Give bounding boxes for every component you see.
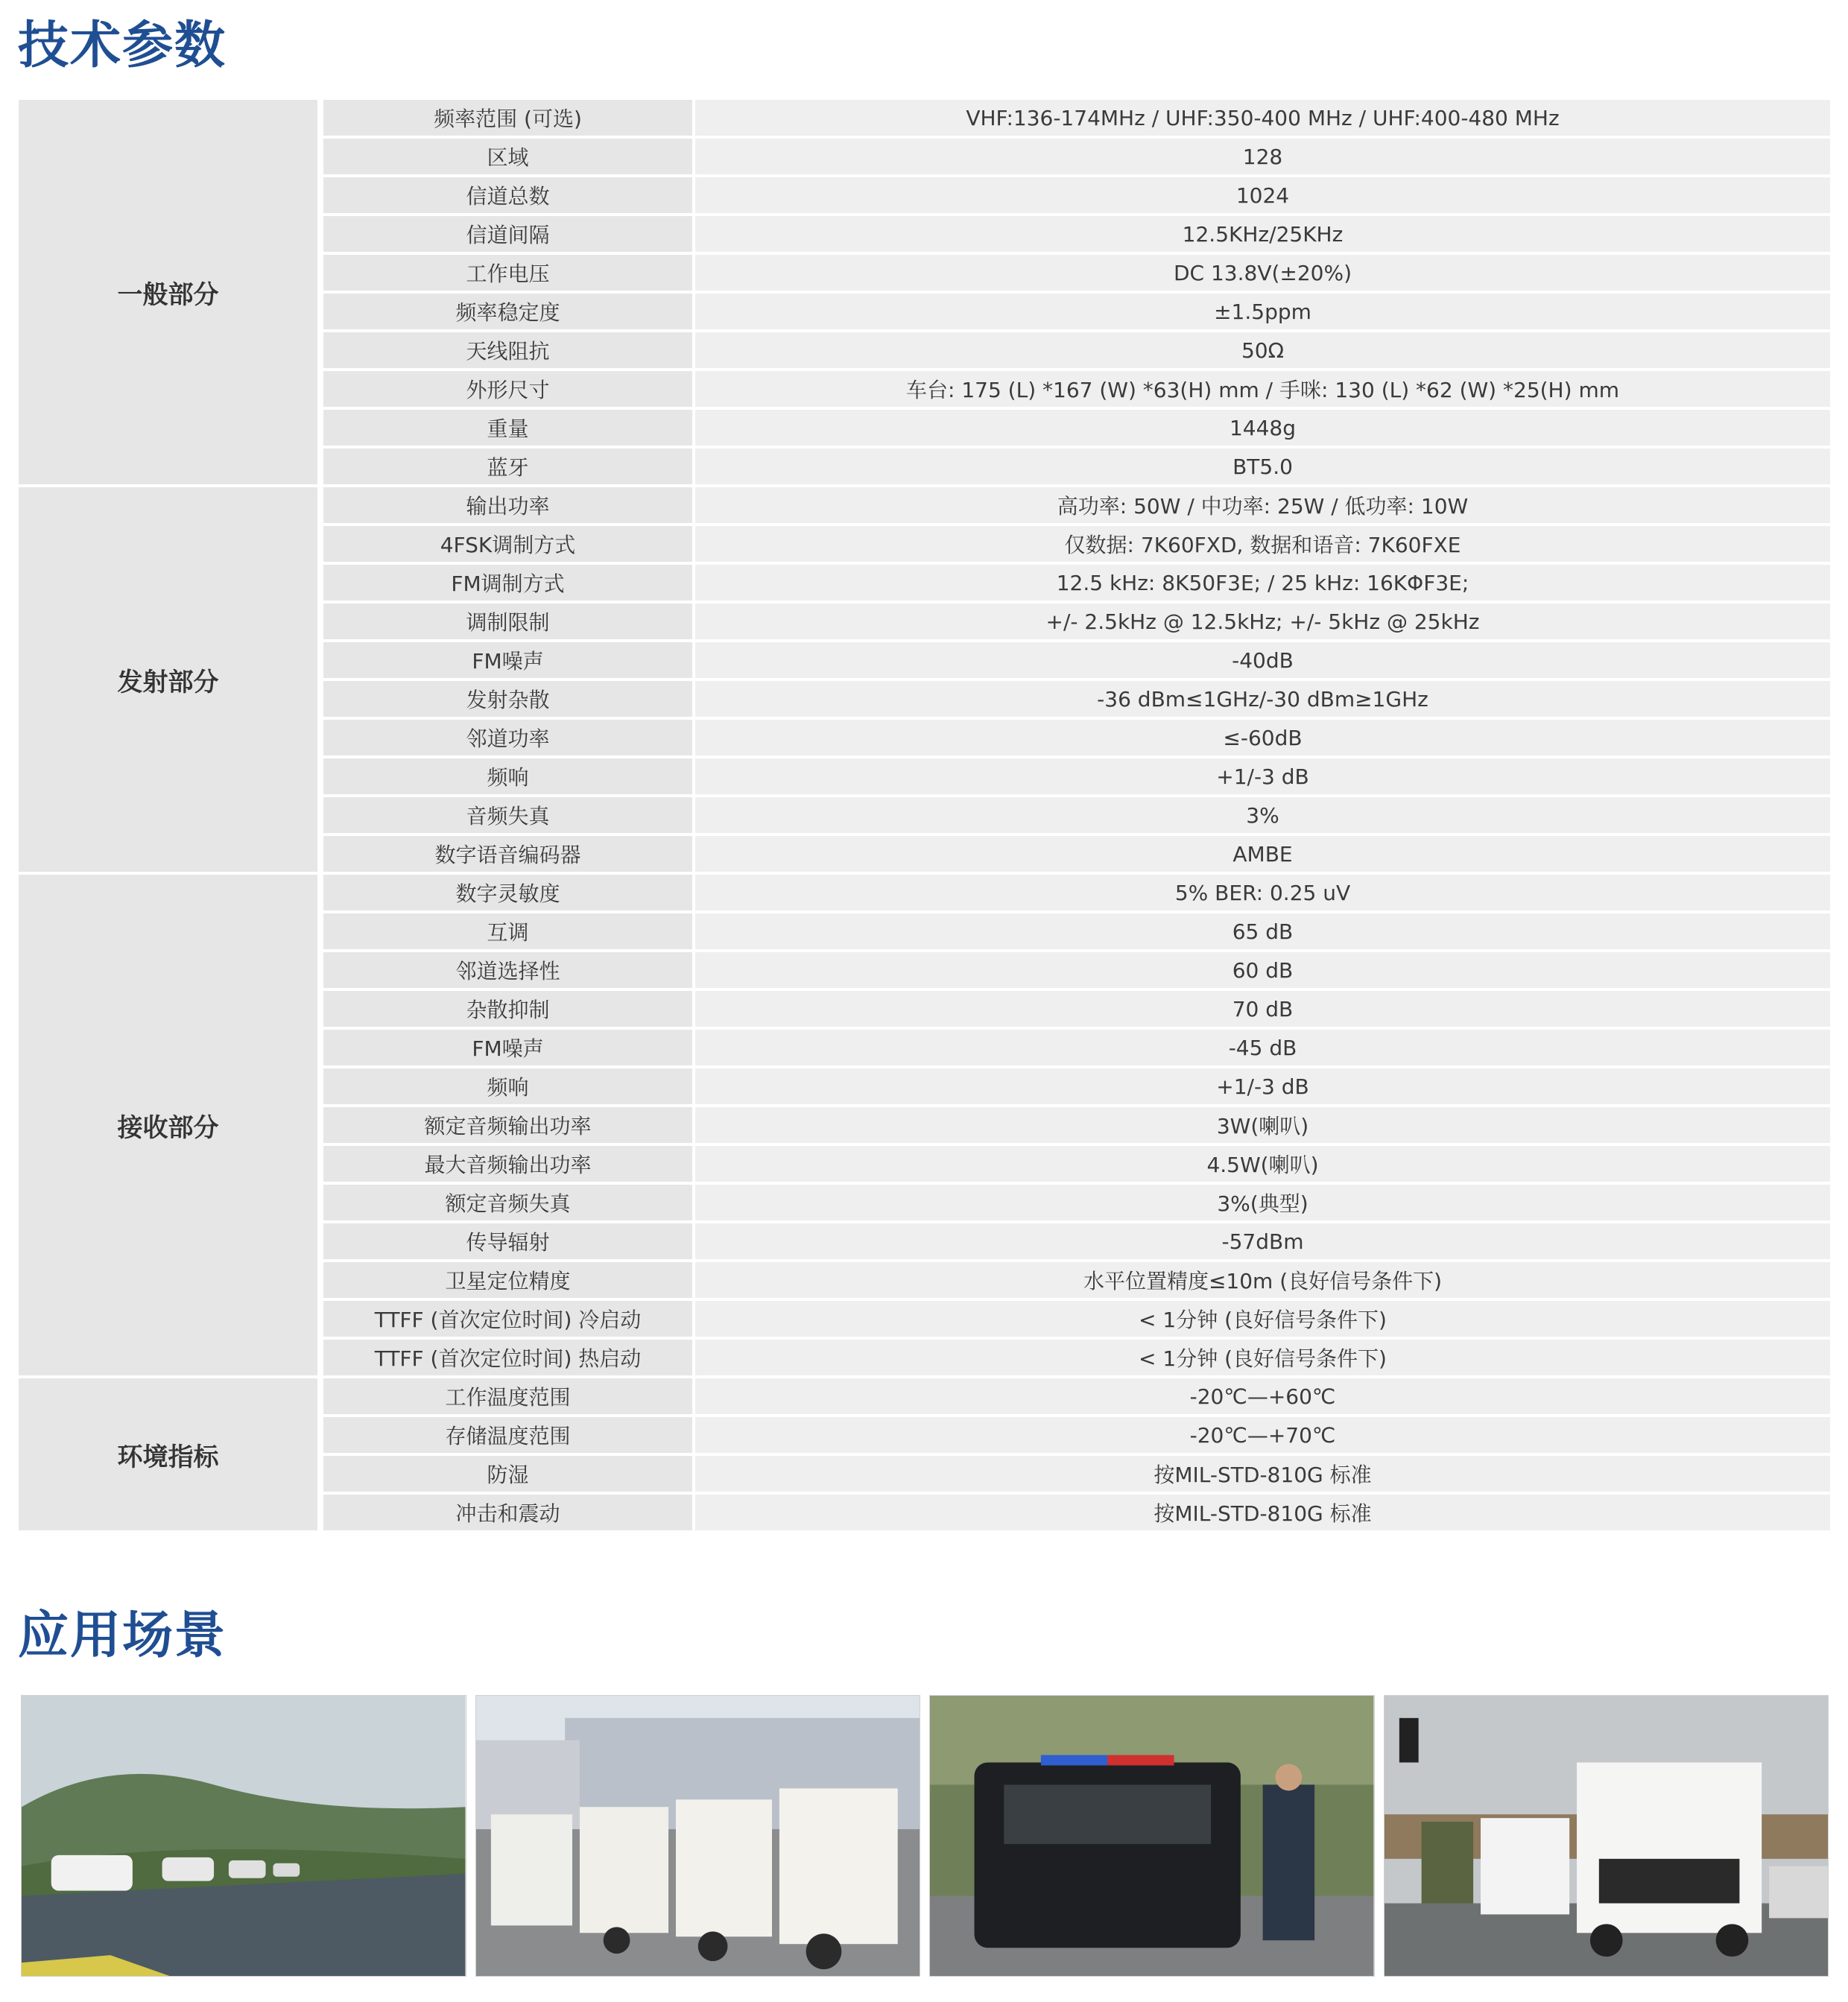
param-value-cell: -57dBm <box>695 1223 1830 1259</box>
param-name-cell: FM调制方式 <box>323 565 692 601</box>
param-value-cell: AMBE <box>695 836 1830 872</box>
table-row <box>323 1146 1830 1182</box>
table-row <box>323 1107 1830 1143</box>
table-row <box>323 216 1830 252</box>
param-value-cell: -45 dB <box>695 1030 1830 1065</box>
application-photo-strip <box>21 1695 1829 1977</box>
param-name-cell: 杂散抑制 <box>323 991 692 1027</box>
param-value-cell: -20℃—+60℃ <box>695 1378 1830 1414</box>
param-name-cell: 额定音频失真 <box>323 1185 692 1220</box>
param-value-cell: 5% BER: 0.25 uV <box>695 875 1830 910</box>
section-rows <box>323 100 1830 484</box>
spec-section <box>19 487 1830 872</box>
table-row <box>323 371 1830 407</box>
param-name-cell: 防湿 <box>323 1456 692 1492</box>
table-row <box>323 410 1830 446</box>
section-rows <box>323 1378 1830 1530</box>
param-value-cell: +1/-3 dB <box>695 1068 1830 1104</box>
suv-convoy-photo <box>21 1695 466 1977</box>
table-row <box>323 1340 1830 1375</box>
param-name-cell: FM噪声 <box>323 1030 692 1065</box>
table-row <box>323 1262 1830 1298</box>
spec-section <box>19 1378 1830 1530</box>
param-name-cell: 存储温度范围 <box>323 1417 692 1453</box>
section-label: 发射部分 <box>19 487 317 872</box>
param-value-cell: 高功率: 50W / 中功率: 25W / 低功率: 10W <box>695 487 1830 523</box>
table-row <box>323 449 1830 484</box>
table-row <box>323 1030 1830 1065</box>
param-name-cell: 频率范围 (可选) <box>323 100 692 136</box>
param-value-cell: < 1分钟 (良好信号条件下) <box>695 1301 1830 1337</box>
param-value-cell: 3%(典型) <box>695 1185 1830 1220</box>
section-rows <box>323 875 1830 1375</box>
param-name-cell: 外形尺寸 <box>323 371 692 407</box>
table-row <box>323 1301 1830 1337</box>
param-value-cell: VHF:136-174MHz / UHF:350-400 MHz / UHF:400-480 MHz <box>695 100 1830 136</box>
param-value-cell: 12.5 kHz: 8K50F3E; / 25 kHz: 16KΦF3E; <box>695 565 1830 601</box>
table-row <box>323 526 1830 562</box>
param-name-cell: 邻道功率 <box>323 720 692 755</box>
param-value-cell: -40dB <box>695 642 1830 678</box>
param-name-cell: TTFF (首次定位时间) 冷启动 <box>323 1301 692 1337</box>
spec-section <box>19 875 1830 1375</box>
table-row <box>323 1068 1830 1104</box>
param-name-cell: 频率稳定度 <box>323 294 692 329</box>
section-label: 环境指标 <box>19 1378 317 1530</box>
param-name-cell: 输出功率 <box>323 487 692 523</box>
param-value-cell: BT5.0 <box>695 449 1830 484</box>
param-name-cell: 邻道选择性 <box>323 952 692 988</box>
param-name-cell: 互调 <box>323 913 692 949</box>
table-row <box>323 1185 1830 1220</box>
param-name-cell: 蓝牙 <box>323 449 692 484</box>
param-value-cell: 128 <box>695 139 1830 174</box>
table-row <box>323 720 1830 755</box>
section-label: 一般部分 <box>19 100 317 484</box>
param-name-cell: 数字灵敏度 <box>323 875 692 910</box>
param-name-cell: 区域 <box>323 139 692 174</box>
param-name-cell: 音频失真 <box>323 797 692 833</box>
param-value-cell: 水平位置精度≤10m (良好信号条件下) <box>695 1262 1830 1298</box>
table-row <box>323 604 1830 639</box>
table-row <box>323 913 1830 949</box>
section-rows <box>323 487 1830 872</box>
table-row <box>323 139 1830 174</box>
param-name-cell: 工作电压 <box>323 255 692 291</box>
spec-section <box>19 100 1830 484</box>
param-value-cell: 50Ω <box>695 332 1830 368</box>
param-value-cell: 1024 <box>695 177 1830 213</box>
table-row <box>323 681 1830 717</box>
table-row <box>323 797 1830 833</box>
table-row <box>323 332 1830 368</box>
param-value-cell: 60 dB <box>695 952 1830 988</box>
param-value-cell: 车台: 175 (L) *167 (W) *63(H) mm / 手咪: 130 (L) *62 (W) *25(H) mm <box>695 371 1830 407</box>
table-row <box>323 1456 1830 1492</box>
table-row <box>323 1223 1830 1259</box>
param-name-cell: 数字语音编码器 <box>323 836 692 872</box>
param-name-cell: 传导辐射 <box>323 1223 692 1259</box>
param-name-cell: 重量 <box>323 410 692 446</box>
table-row <box>323 487 1830 523</box>
param-name-cell: 工作温度范围 <box>323 1378 692 1414</box>
param-name-cell: 4FSK调制方式 <box>323 526 692 562</box>
param-name-cell: 最大音频输出功率 <box>323 1146 692 1182</box>
param-value-cell: -20℃—+70℃ <box>695 1417 1830 1453</box>
table-row <box>323 565 1830 601</box>
table-row <box>323 836 1830 872</box>
param-value-cell: +/- 2.5kHz @ 12.5kHz; +/- 5kHz @ 25kHz <box>695 604 1830 639</box>
table-row <box>323 1495 1830 1530</box>
param-value-cell: 3W(喇叭) <box>695 1107 1830 1143</box>
truck-fleet-photo <box>475 1695 921 1977</box>
police-vehicle-photo <box>929 1695 1375 1977</box>
table-row <box>323 294 1830 329</box>
param-value-cell: 12.5KHz/25KHz <box>695 216 1830 252</box>
param-name-cell: 频响 <box>323 758 692 794</box>
param-name-cell: 冲击和震动 <box>323 1495 692 1530</box>
table-row <box>323 875 1830 910</box>
param-name-cell: 卫星定位精度 <box>323 1262 692 1298</box>
table-row <box>323 255 1830 291</box>
param-value-cell: DC 13.8V(±20%) <box>695 255 1830 291</box>
table-row <box>323 1417 1830 1453</box>
param-value-cell: 70 dB <box>695 991 1830 1027</box>
table-row <box>323 642 1830 678</box>
param-name-cell: 频响 <box>323 1068 692 1104</box>
application-heading: 应用场景 <box>18 1606 227 1665</box>
param-value-cell: ≤-60dB <box>695 720 1830 755</box>
param-value-cell: 4.5W(喇叭) <box>695 1146 1830 1182</box>
param-name-cell: 调制限制 <box>323 604 692 639</box>
table-row <box>323 952 1830 988</box>
table-row <box>323 100 1830 136</box>
param-value-cell: ±1.5ppm <box>695 294 1830 329</box>
table-row <box>323 177 1830 213</box>
param-name-cell: 信道间隔 <box>323 216 692 252</box>
param-value-cell: 65 dB <box>695 913 1830 949</box>
param-value-cell: 1448g <box>695 410 1830 446</box>
section-label: 接收部分 <box>19 875 317 1375</box>
table-row <box>323 991 1830 1027</box>
param-name-cell: TTFF (首次定位时间) 热启动 <box>323 1340 692 1375</box>
param-name-cell: 信道总数 <box>323 177 692 213</box>
emergency-convoy-photo <box>1384 1695 1829 1977</box>
param-value-cell: 按MIL-STD-810G 标准 <box>695 1495 1830 1530</box>
spec-heading: 技术参数 <box>18 16 227 75</box>
param-name-cell: FM噪声 <box>323 642 692 678</box>
param-value-cell: < 1分钟 (良好信号条件下) <box>695 1340 1830 1375</box>
spec-table <box>19 100 1830 1533</box>
param-name-cell: 额定音频输出功率 <box>323 1107 692 1143</box>
param-name-cell: 天线阻抗 <box>323 332 692 368</box>
param-value-cell: 按MIL-STD-810G 标准 <box>695 1456 1830 1492</box>
param-name-cell: 发射杂散 <box>323 681 692 717</box>
table-row <box>323 1378 1830 1414</box>
param-value-cell: -36 dBm≤1GHz/-30 dBm≥1GHz <box>695 681 1830 717</box>
param-value-cell: +1/-3 dB <box>695 758 1830 794</box>
param-value-cell: 仅数据: 7K60FXD, 数据和语音: 7K60FXE <box>695 526 1830 562</box>
table-row <box>323 758 1830 794</box>
param-value-cell: 3% <box>695 797 1830 833</box>
